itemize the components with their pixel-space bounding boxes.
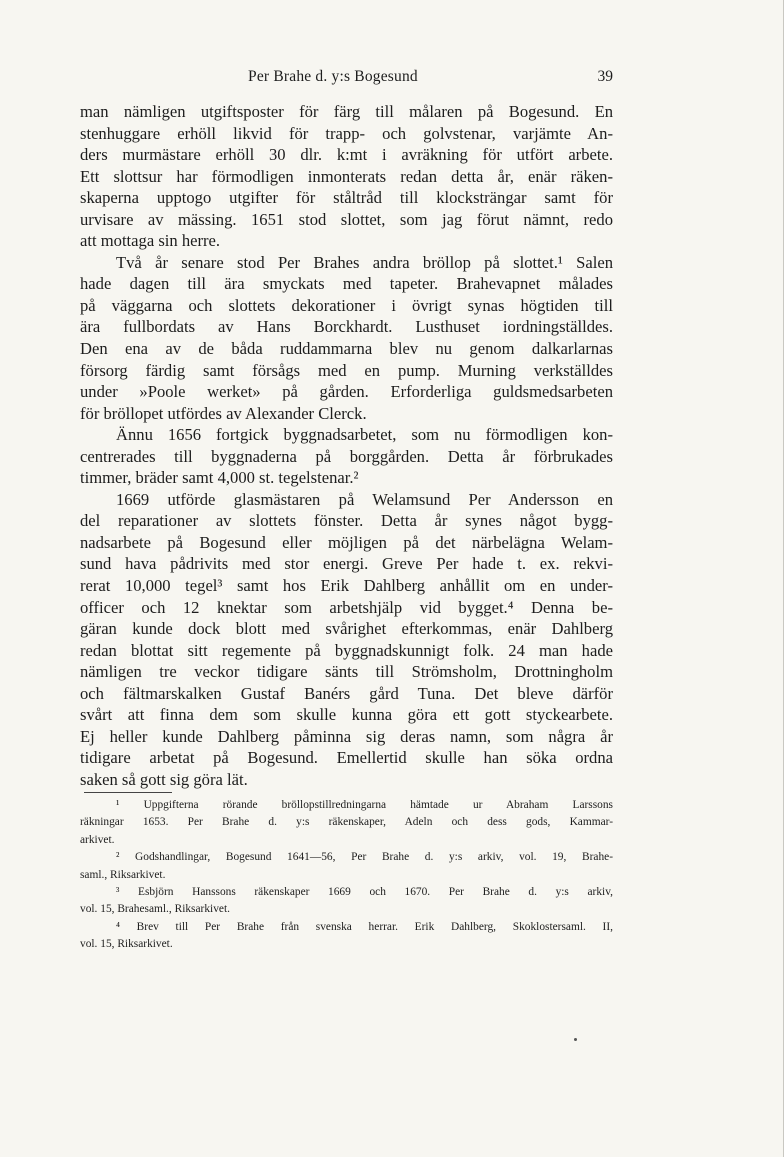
text-line: rerat 10,000 tegel³ samt hos Erik Dahlberg anhållit om en under- bbox=[80, 576, 613, 596]
footnote bbox=[80, 797, 613, 849]
text-line: och fältmarskalken Gustaf Banérs gård Tuna. Det bleve därför bbox=[80, 683, 613, 703]
text-line: timmer, bräder samt 4,000 st. tegelstenar.² bbox=[80, 468, 359, 488]
paragraph bbox=[80, 424, 613, 489]
running-title: Per Brahe d. y:s Bogesund bbox=[248, 68, 418, 85]
text-line: försorg färdig samt försågs med en pump. Murning verkställdes bbox=[80, 360, 613, 380]
text-line: hade dagen till ära smyckats med tapeter. Brahevapnet målades bbox=[80, 274, 613, 294]
body-text bbox=[80, 101, 613, 791]
text-line: ära fullbordats av Hans Borckhardt. Lusthuset iordningställdes. bbox=[80, 317, 613, 337]
text-line: Ännu 1656 fortgick byggnadsarbetet, som nu förmodligen kon- bbox=[116, 425, 613, 445]
paragraph bbox=[80, 101, 613, 252]
footnote-line: arkivet. bbox=[80, 833, 115, 846]
text-line: del reparationer av slottets fönster. Detta år synes något bygg- bbox=[80, 511, 613, 531]
footnote-line: räkningar 1653. Per Brahe d. y:s räkenskaper, Adeln och dess gods, Kammar- bbox=[80, 816, 613, 829]
text-line: gäran kunde dock blott med svårighet efterkommas, enär Dahlberg bbox=[80, 619, 613, 639]
footnotes bbox=[80, 797, 613, 954]
text-line: redan blottat sitt regemente på byggnadskunnigt folk. 24 man hade bbox=[80, 640, 613, 660]
footnote bbox=[80, 849, 613, 884]
text-line: under »Poole werket» på gården. Erforderliga guldsmedsarbeten bbox=[80, 382, 613, 402]
text-line: Ej heller kunde Dahlberg påminna sig deras namn, som några år bbox=[80, 726, 613, 746]
footnote-line: ³ Esbjörn Hanssons räkenskaper 1669 och 1670. Per Brahe d. y:s arkiv, bbox=[116, 886, 613, 899]
text-line: Två år senare stod Per Brahes andra bröllop på slottet.¹ Salen bbox=[116, 252, 613, 272]
text-line: på väggarna och slottets dekorationer i övrigt synas högtiden till bbox=[80, 295, 613, 315]
footnote-line: ⁴ Brev till Per Brahe från svenska herrar. Erik Dahlberg, Skoklostersaml. II, bbox=[116, 920, 613, 933]
text-line: nadsarbete på Bogesund eller möjligen på det närbelägna Welam- bbox=[80, 532, 613, 552]
text-line: Den ena av de båda ruddammarna blev nu genom dalkarlarnas bbox=[80, 339, 613, 359]
footnote-line: ¹ Uppgifterna rörande bröllopstillredningarna hämtade ur Abraham Larssons bbox=[116, 799, 613, 811]
text-line: urvisare av mässing. 1651 stod slottet, som jag förut nämnt, redo bbox=[80, 209, 613, 229]
footnote-line: vol. 15, Riksarkivet. bbox=[80, 938, 173, 951]
text-line: man nämligen utgiftsposter för färg till målaren på Bogesund. En bbox=[80, 102, 613, 121]
page-header bbox=[80, 68, 613, 90]
text-line: ders murmästare erhöll 30 dlr. k:mt i avräkning för utfört arbete. bbox=[80, 145, 613, 165]
paragraph bbox=[80, 252, 613, 424]
footnote-line: saml., Riksarkivet. bbox=[80, 868, 166, 881]
text-line: Ett slottsur har förmodligen inmonterats redan detta år, enär räken- bbox=[80, 166, 613, 186]
text-line: tidigare arbetat på Bogesund. Emellertid skulle han söka ordna bbox=[80, 748, 613, 768]
paper-speck bbox=[574, 1038, 577, 1041]
text-line: att mottaga sin herre. bbox=[80, 231, 221, 251]
footnote bbox=[80, 884, 613, 919]
page-number: 39 bbox=[597, 68, 613, 85]
text-line: officer och 12 knektar som arbetshjälp vid bygget.⁴ Denna be- bbox=[80, 597, 613, 617]
text-line: nämligen tre veckor tidigare sänts till Strömsholm, Drottningholm bbox=[80, 662, 613, 682]
text-line: svårt att finna dem som skulle kunna göra ett gott styckearbete. bbox=[80, 705, 613, 725]
footnote-rule bbox=[84, 792, 172, 793]
footnote bbox=[80, 919, 613, 954]
footnote-line: ² Godshandlingar, Bogesund 1641—56, Per Brahe d. y:s arkiv, vol. 19, Brahe- bbox=[116, 851, 613, 864]
text-line: 1669 utförde glasmästaren på Welamsund Per Andersson en bbox=[116, 489, 613, 509]
text-line: centrerades till byggnaderna på borggården. Detta år förbrukades bbox=[80, 446, 613, 466]
text-line: skaperna upptogo utgifter för ståltråd till klocksträngar samt för bbox=[80, 188, 613, 208]
text-line: saken så gott sig göra lät. bbox=[80, 769, 248, 789]
footnote-line: vol. 15, Brahesaml., Riksarkivet. bbox=[80, 903, 230, 916]
text-line: för bröllopet utfördes av Alexander Clerck. bbox=[80, 403, 367, 423]
text-line: stenhuggare erhöll likvid för trapp- och golvstenar, varjämte An- bbox=[80, 123, 613, 143]
paragraph bbox=[80, 489, 613, 791]
text-line: sund hava pådrivits med stor energi. Greve Per hade t. ex. rekvi- bbox=[80, 554, 613, 574]
